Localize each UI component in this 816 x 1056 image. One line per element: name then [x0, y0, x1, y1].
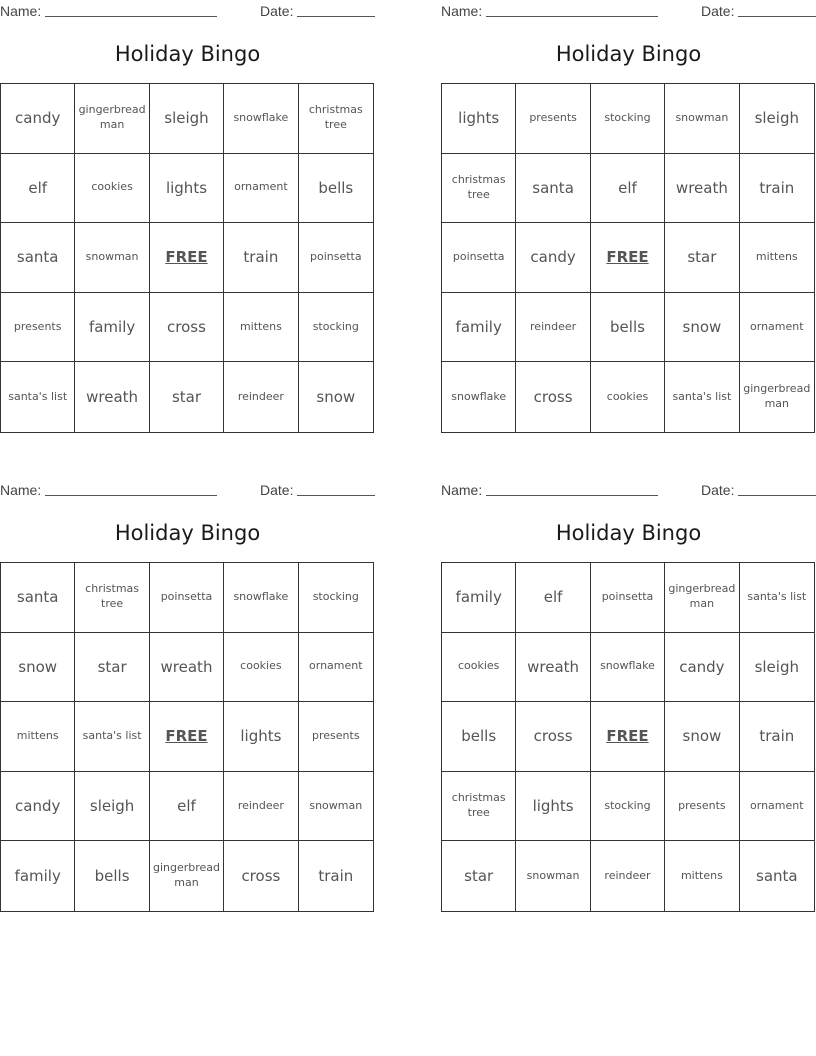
bingo-cell[interactable]: stocking [591, 772, 665, 842]
bingo-cell[interactable]: sleigh [740, 633, 814, 703]
bingo-cell[interactable]: lights [516, 772, 590, 842]
bingo-cell[interactable]: snowman [299, 772, 373, 842]
bingo-cell[interactable]: train [740, 154, 814, 224]
card-title: Holiday Bingo [555, 521, 702, 545]
bingo-cell[interactable]: ornament [740, 293, 814, 363]
bingo-cell[interactable]: cross [516, 362, 590, 432]
bingo-cell[interactable]: mittens [665, 841, 739, 911]
bingo-cell[interactable]: santa [1, 563, 75, 633]
bingo-cell[interactable]: snowflake [224, 563, 298, 633]
bingo-cell[interactable]: elf [150, 772, 224, 842]
bingo-cell[interactable]: poinsetta [591, 563, 665, 633]
name-label: Name: [441, 3, 483, 19]
bingo-grid [441, 562, 815, 912]
name-label: Name: [441, 482, 483, 498]
bingo-cell[interactable]: snowflake [442, 362, 516, 432]
bingo-cell[interactable]: christmas tree [442, 154, 516, 224]
bingo-cell[interactable]: cross [224, 841, 298, 911]
bingo-cell[interactable]: santa's list [740, 563, 814, 633]
bingo-cell[interactable]: train [318, 867, 354, 886]
bingo-cell[interactable]: family [442, 293, 516, 363]
bingo-cell[interactable]: candy [665, 633, 739, 703]
bingo-cell[interactable]: snow [1, 633, 75, 703]
bingo-cell[interactable]: snow [665, 293, 739, 363]
bingo-cell[interactable]: poinsetta [442, 223, 516, 293]
bingo-cell[interactable]: cookies [442, 633, 516, 703]
bingo-cell[interactable]: bells [75, 841, 149, 911]
bingo-cell[interactable]: snowflake [224, 84, 298, 154]
bingo-cell[interactable]: ornament [740, 772, 814, 842]
bingo-cell[interactable]: christmas tree [442, 772, 516, 842]
bingo-cell[interactable]: family [1, 841, 75, 911]
bingo-cell[interactable]: gingerbread man [743, 382, 811, 411]
date-field[interactable] [738, 482, 816, 496]
bingo-cell[interactable]: lights [442, 84, 516, 154]
bingo-cell[interactable]: poinsetta [150, 563, 224, 633]
bingo-cell[interactable]: bells [442, 702, 516, 772]
bingo-cell[interactable]: sleigh [740, 84, 814, 154]
bingo-cell[interactable]: train [740, 702, 814, 772]
date-label: Date: [701, 482, 735, 498]
name-field[interactable] [45, 3, 217, 17]
bingo-card-3 [0, 479, 375, 914]
bingo-cell[interactable]: presents [1, 293, 75, 363]
date-label: Date: [260, 482, 294, 498]
bingo-cell[interactable]: reindeer [591, 841, 665, 911]
bingo-grid [441, 83, 815, 433]
date-field[interactable] [297, 3, 375, 17]
bingo-cell[interactable]: santa's list [1, 362, 75, 432]
free-space[interactable]: FREE [150, 702, 224, 772]
bingo-grid [0, 83, 374, 433]
bingo-cell[interactable]: gingerbread man [150, 841, 224, 911]
date-label: Date: [260, 3, 294, 19]
bingo-cell[interactable]: stocking [591, 84, 665, 154]
bingo-cell[interactable]: christmas tree [75, 563, 149, 633]
bingo-cell[interactable]: cross [150, 293, 224, 363]
bingo-cell[interactable]: reindeer [516, 293, 590, 363]
bingo-cell[interactable]: candy [1, 84, 75, 154]
bingo-cell[interactable]: ornament [224, 154, 298, 224]
bingo-cell[interactable]: wreath [150, 633, 224, 703]
bingo-cell[interactable]: gingerbread man [665, 563, 739, 633]
bingo-cell[interactable]: elf [516, 563, 590, 633]
bingo-card-2 [441, 0, 816, 435]
bingo-cell[interactable]: wreath [665, 154, 739, 224]
bingo-cell[interactable]: stocking [299, 563, 373, 633]
bingo-cell[interactable]: santa [756, 867, 798, 886]
bingo-cell[interactable]: santa's list [665, 362, 739, 432]
bingo-cell[interactable]: santa [1, 223, 75, 293]
bingo-cell[interactable]: train [224, 223, 298, 293]
bingo-cell[interactable]: star [150, 362, 224, 432]
bingo-cell[interactable]: lights [150, 154, 224, 224]
name-field[interactable] [45, 482, 217, 496]
bingo-cell[interactable]: presents [299, 702, 373, 772]
bingo-cell[interactable]: reindeer [224, 362, 298, 432]
bingo-cell[interactable]: snow [316, 388, 356, 407]
bingo-cell[interactable]: candy [1, 772, 75, 842]
bingo-cell[interactable]: lights [224, 702, 298, 772]
bingo-cell[interactable]: wreath [516, 633, 590, 703]
name-date-row [441, 482, 816, 498]
date-field[interactable] [297, 482, 375, 496]
name-field[interactable] [486, 482, 658, 496]
bingo-cell[interactable]: cookies [224, 633, 298, 703]
bingo-cell[interactable]: cookies [75, 154, 149, 224]
bingo-cell[interactable]: poinsetta [299, 223, 373, 293]
bingo-cell[interactable]: ornament [299, 633, 373, 703]
bingo-cell[interactable]: star [665, 223, 739, 293]
bingo-cell[interactable]: candy [516, 223, 590, 293]
bingo-cell[interactable]: elf [591, 154, 665, 224]
bingo-cell[interactable]: family [442, 563, 516, 633]
bingo-cell[interactable]: snowman [75, 223, 149, 293]
card-title: Holiday Bingo [555, 42, 702, 66]
bingo-cell[interactable]: mittens [1, 702, 75, 772]
bingo-cell[interactable]: cross [516, 702, 590, 772]
bingo-cell[interactable]: sleigh [75, 772, 149, 842]
date-field[interactable] [738, 3, 816, 17]
bingo-cell[interactable]: snowman [665, 84, 739, 154]
bingo-grid [0, 562, 374, 912]
bingo-card-4 [441, 479, 816, 914]
bingo-cell[interactable]: santa's list [75, 702, 149, 772]
name-field[interactable] [486, 3, 658, 17]
bingo-cell[interactable]: elf [1, 154, 75, 224]
free-space[interactable]: FREE [591, 702, 665, 772]
bingo-card-1 [0, 0, 375, 435]
card-title: Holiday Bingo [114, 521, 261, 545]
free-space[interactable]: FREE [591, 223, 665, 293]
date-label: Date: [701, 3, 735, 19]
bingo-cell[interactable]: cookies [591, 362, 665, 432]
bingo-cell[interactable]: reindeer [224, 772, 298, 842]
bingo-cell[interactable]: wreath [75, 362, 149, 432]
bingo-cell[interactable]: christmas tree [299, 84, 373, 154]
name-label: Name: [0, 3, 42, 19]
bingo-cell[interactable]: mittens [224, 293, 298, 363]
bingo-cell[interactable]: snowflake [591, 633, 665, 703]
free-space[interactable]: FREE [150, 223, 224, 293]
bingo-cell[interactable]: sleigh [150, 84, 224, 154]
bingo-cell[interactable]: snowman [516, 841, 590, 911]
name-label: Name: [0, 482, 42, 498]
bingo-cell[interactable]: santa [516, 154, 590, 224]
bingo-cell[interactable]: mittens [740, 223, 814, 293]
bingo-cell[interactable]: presents [665, 772, 739, 842]
name-date-row [441, 3, 816, 19]
bingo-cell[interactable]: snow [665, 702, 739, 772]
bingo-cell[interactable]: family [75, 293, 149, 363]
bingo-cell[interactable]: star [442, 841, 516, 911]
bingo-cell[interactable]: star [75, 633, 149, 703]
name-date-row [0, 482, 375, 498]
bingo-cell[interactable]: stocking [299, 293, 373, 363]
bingo-cell[interactable]: gingerbread man [75, 84, 149, 154]
card-title: Holiday Bingo [114, 42, 261, 66]
bingo-cell[interactable]: bells [299, 154, 373, 224]
bingo-cell[interactable]: presents [516, 84, 590, 154]
bingo-cell[interactable]: bells [591, 293, 665, 363]
name-date-row [0, 3, 375, 19]
